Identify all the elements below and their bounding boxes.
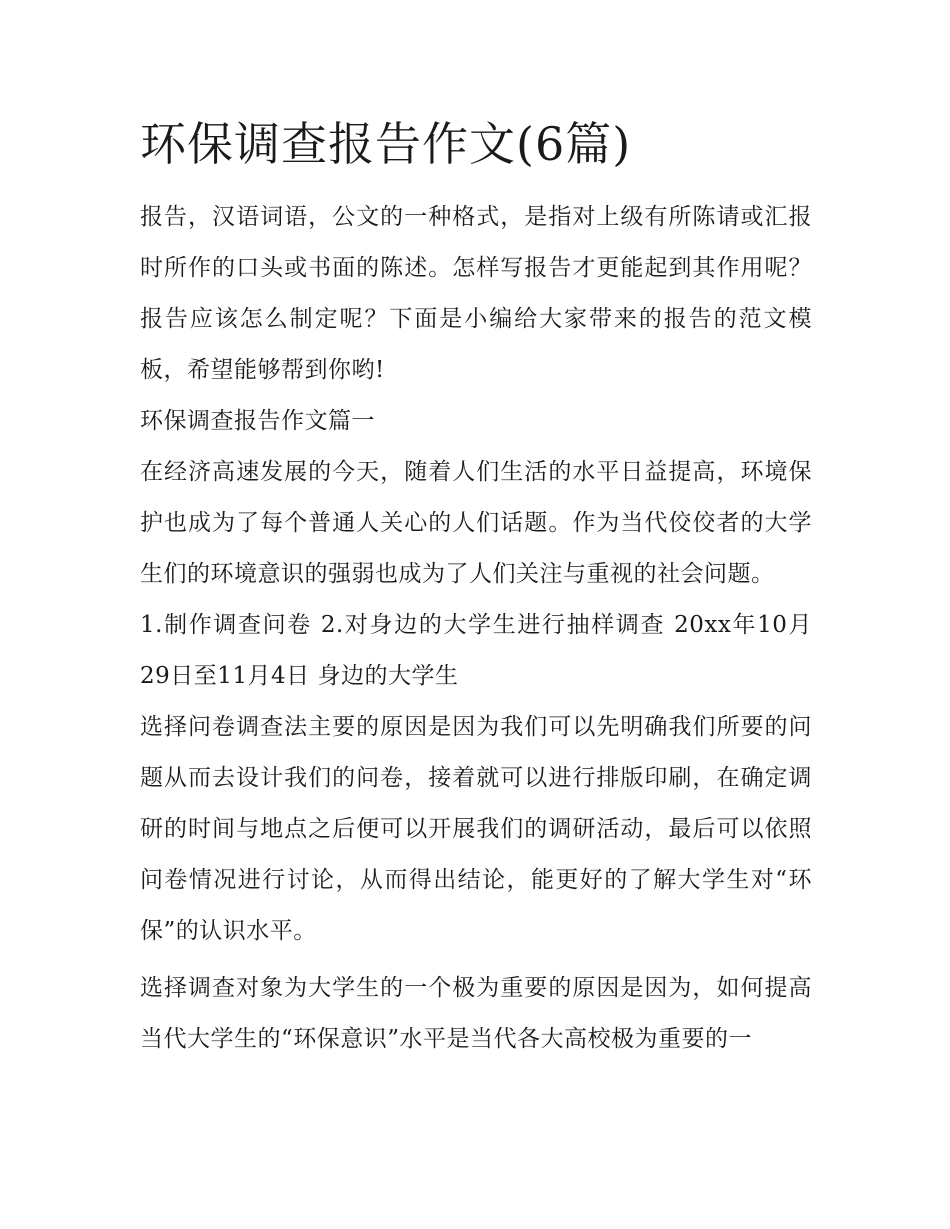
document-page bbox=[140, 112, 812, 1065]
section-heading: 环保调查报告作文篇一 bbox=[140, 408, 375, 434]
body-paragraph: 选择问卷调查法主要的原因是因为我们可以先明确我们所要的问题从而去设计我们的问卷，接着就可以进行排版印刷，在确定调研的时间与地点之后便可以开展我们的调研活动，最后可以依照问卷情况进行讨论，从而得出结论，能更好的了解大学生对“环保”的认识水平。 bbox=[140, 714, 812, 944]
body-paragraph: 选择调查对象为大学生的一个极为重要的原因是因为，如何提高当代大学生的“环保意识”水平是当代各大高校极为重要的一 bbox=[140, 975, 812, 1052]
body-paragraph-method: 1.制作调查问卷 2.对身边的大学生进行抽样调查 20xx年10月29日至11月4日 身边的大学生 bbox=[140, 612, 812, 689]
intro-paragraph: 报告，汉语词语，公文的一种格式，是指对上级有所陈请或汇报时所作的口头或书面的陈述。怎样写报告才更能起到其作用呢？报告应该怎么制定呢？下面是小编给大家带来的报告的范文模板，希望能够帮到你哟! bbox=[140, 204, 812, 383]
document-title: 环保调查报告作文(6篇) bbox=[140, 117, 632, 171]
body-paragraph: 在经济高速发展的今天，随着人们生活的水平日益提高，环境保护也成为了每个普通人关心的人们话题。作为当代佼佼者的大学生们的环境意识的强弱也成为了人们关注与重视的社会问题。 bbox=[140, 459, 812, 587]
